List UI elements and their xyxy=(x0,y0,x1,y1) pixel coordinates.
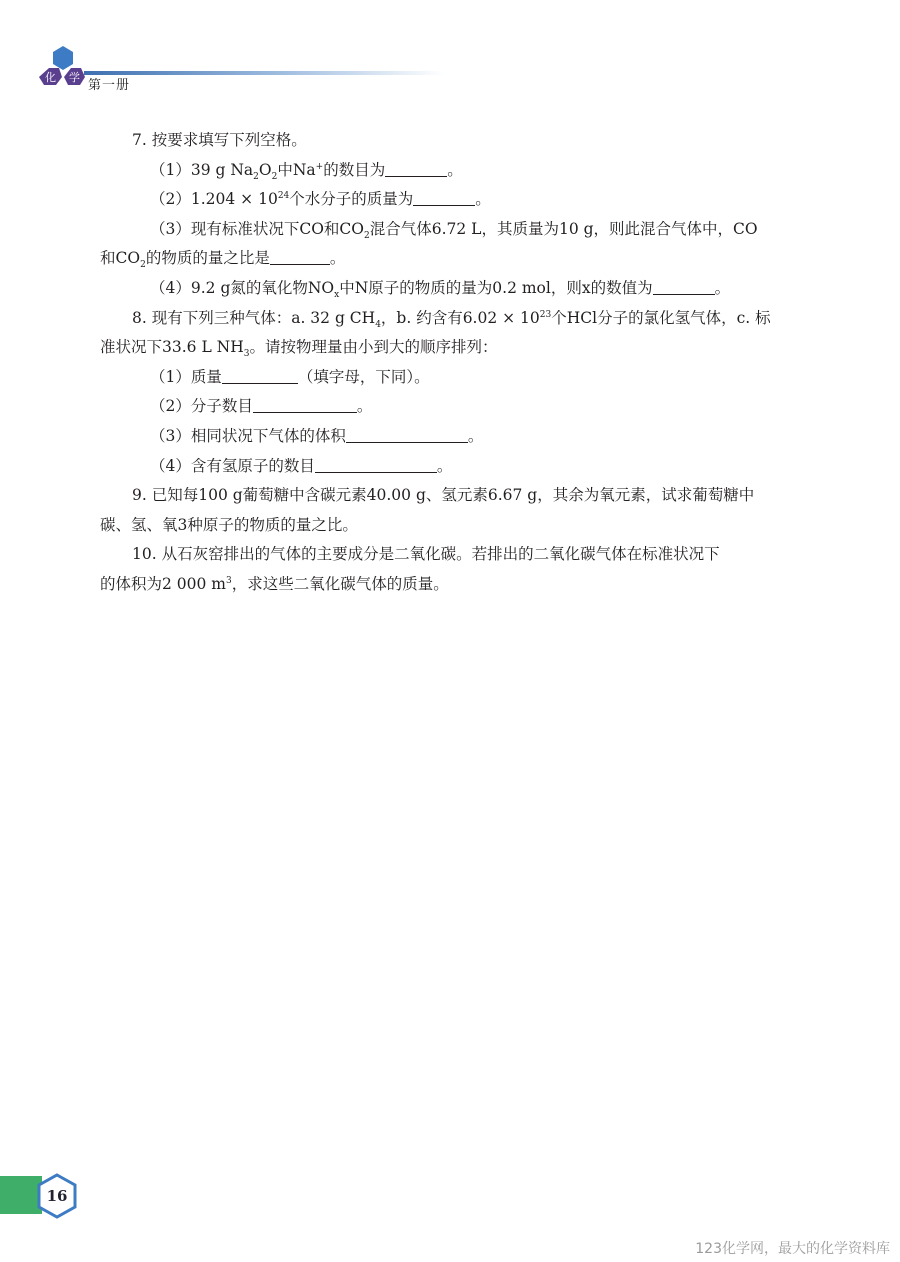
question-7-part-4: （4）9.2 g氮的氧化物$NO_x$中N原子的物质的量为0.2 mol，则x的数值为 。 xyxy=(150,278,731,301)
header-rule xyxy=(84,71,444,75)
answer-blank[interactable] xyxy=(413,189,475,206)
answer-blank[interactable] xyxy=(315,456,437,473)
question-8-line-1: 8. 现有下列三种气体：a. 32 g $CH_4$，b. 约含有$6.02 \times 10^{23}$个HCl分子的氯化氢气体，c. 标 xyxy=(132,308,771,330)
book-label: 第一册 xyxy=(88,78,131,93)
answer-blank[interactable] xyxy=(385,160,447,177)
svg-text:化: 化 xyxy=(45,71,56,84)
question-8-line-2: 准状况下33.6 L $NH_3$。请按物理量由小到大的顺序排列： xyxy=(100,338,498,360)
answer-blank[interactable] xyxy=(222,367,298,384)
answer-blank[interactable] xyxy=(653,278,715,295)
question-9-line-2: 碳、氢、氧3种原子的物质的量之比。 xyxy=(100,515,358,534)
question-7-stem: 7. 按要求填写下列空格。 xyxy=(132,131,307,149)
question-8-part-4: （4）含有氢原子的数目 。 xyxy=(150,456,453,475)
question-7-part-3-cont: 和$CO_2$的物质的量之比是 。 xyxy=(100,249,346,271)
question-7-part-3: （3）现有标准状况下CO和$CO_2$混合气体6.72 L，其质量为10 g，则此混合气体中，CO xyxy=(150,219,758,241)
page-header xyxy=(0,0,900,110)
page-number: 16 xyxy=(46,1187,68,1205)
answer-blank[interactable] xyxy=(253,396,357,413)
question-8-part-3: （3）相同状况下气体的体积 。 xyxy=(150,426,484,445)
question-7-part-1: （1）39 g $Na_2O_2$中Na+的数目为 。 xyxy=(150,160,463,182)
answer-blank[interactable] xyxy=(270,248,330,265)
question-10-line-2: 的体积为2 000 $m^3$，求这些二氧化碳气体的质量。 xyxy=(100,574,449,593)
chemistry-logo-icon xyxy=(36,44,88,94)
watermark: 123化学网，最大的化学资料库 xyxy=(695,1241,890,1257)
exercise-content xyxy=(100,126,800,600)
question-8-part-1: （1）质量 （填字母，下同）。 xyxy=(150,367,430,386)
question-7-part-2: $(2)1.204 \times 10^{24}$个水分子的质量为 。 xyxy=(150,190,491,209)
question-8-part-2: （2）分子数目 。 xyxy=(150,397,373,416)
question-10-line-1: 10. 从石灰窑排出的气体的主要成分是二氧化碳。若排出的二氧化碳气体在标准状况下 xyxy=(132,545,720,564)
answer-blank[interactable] xyxy=(346,426,468,443)
svg-text:学: 学 xyxy=(69,71,80,84)
question-9-line-1: 9. 已知每100 g葡萄糖中含碳元素40.00 g、氢元素6.67 g，其余为氧元素，试求葡萄糖中 xyxy=(132,486,755,505)
